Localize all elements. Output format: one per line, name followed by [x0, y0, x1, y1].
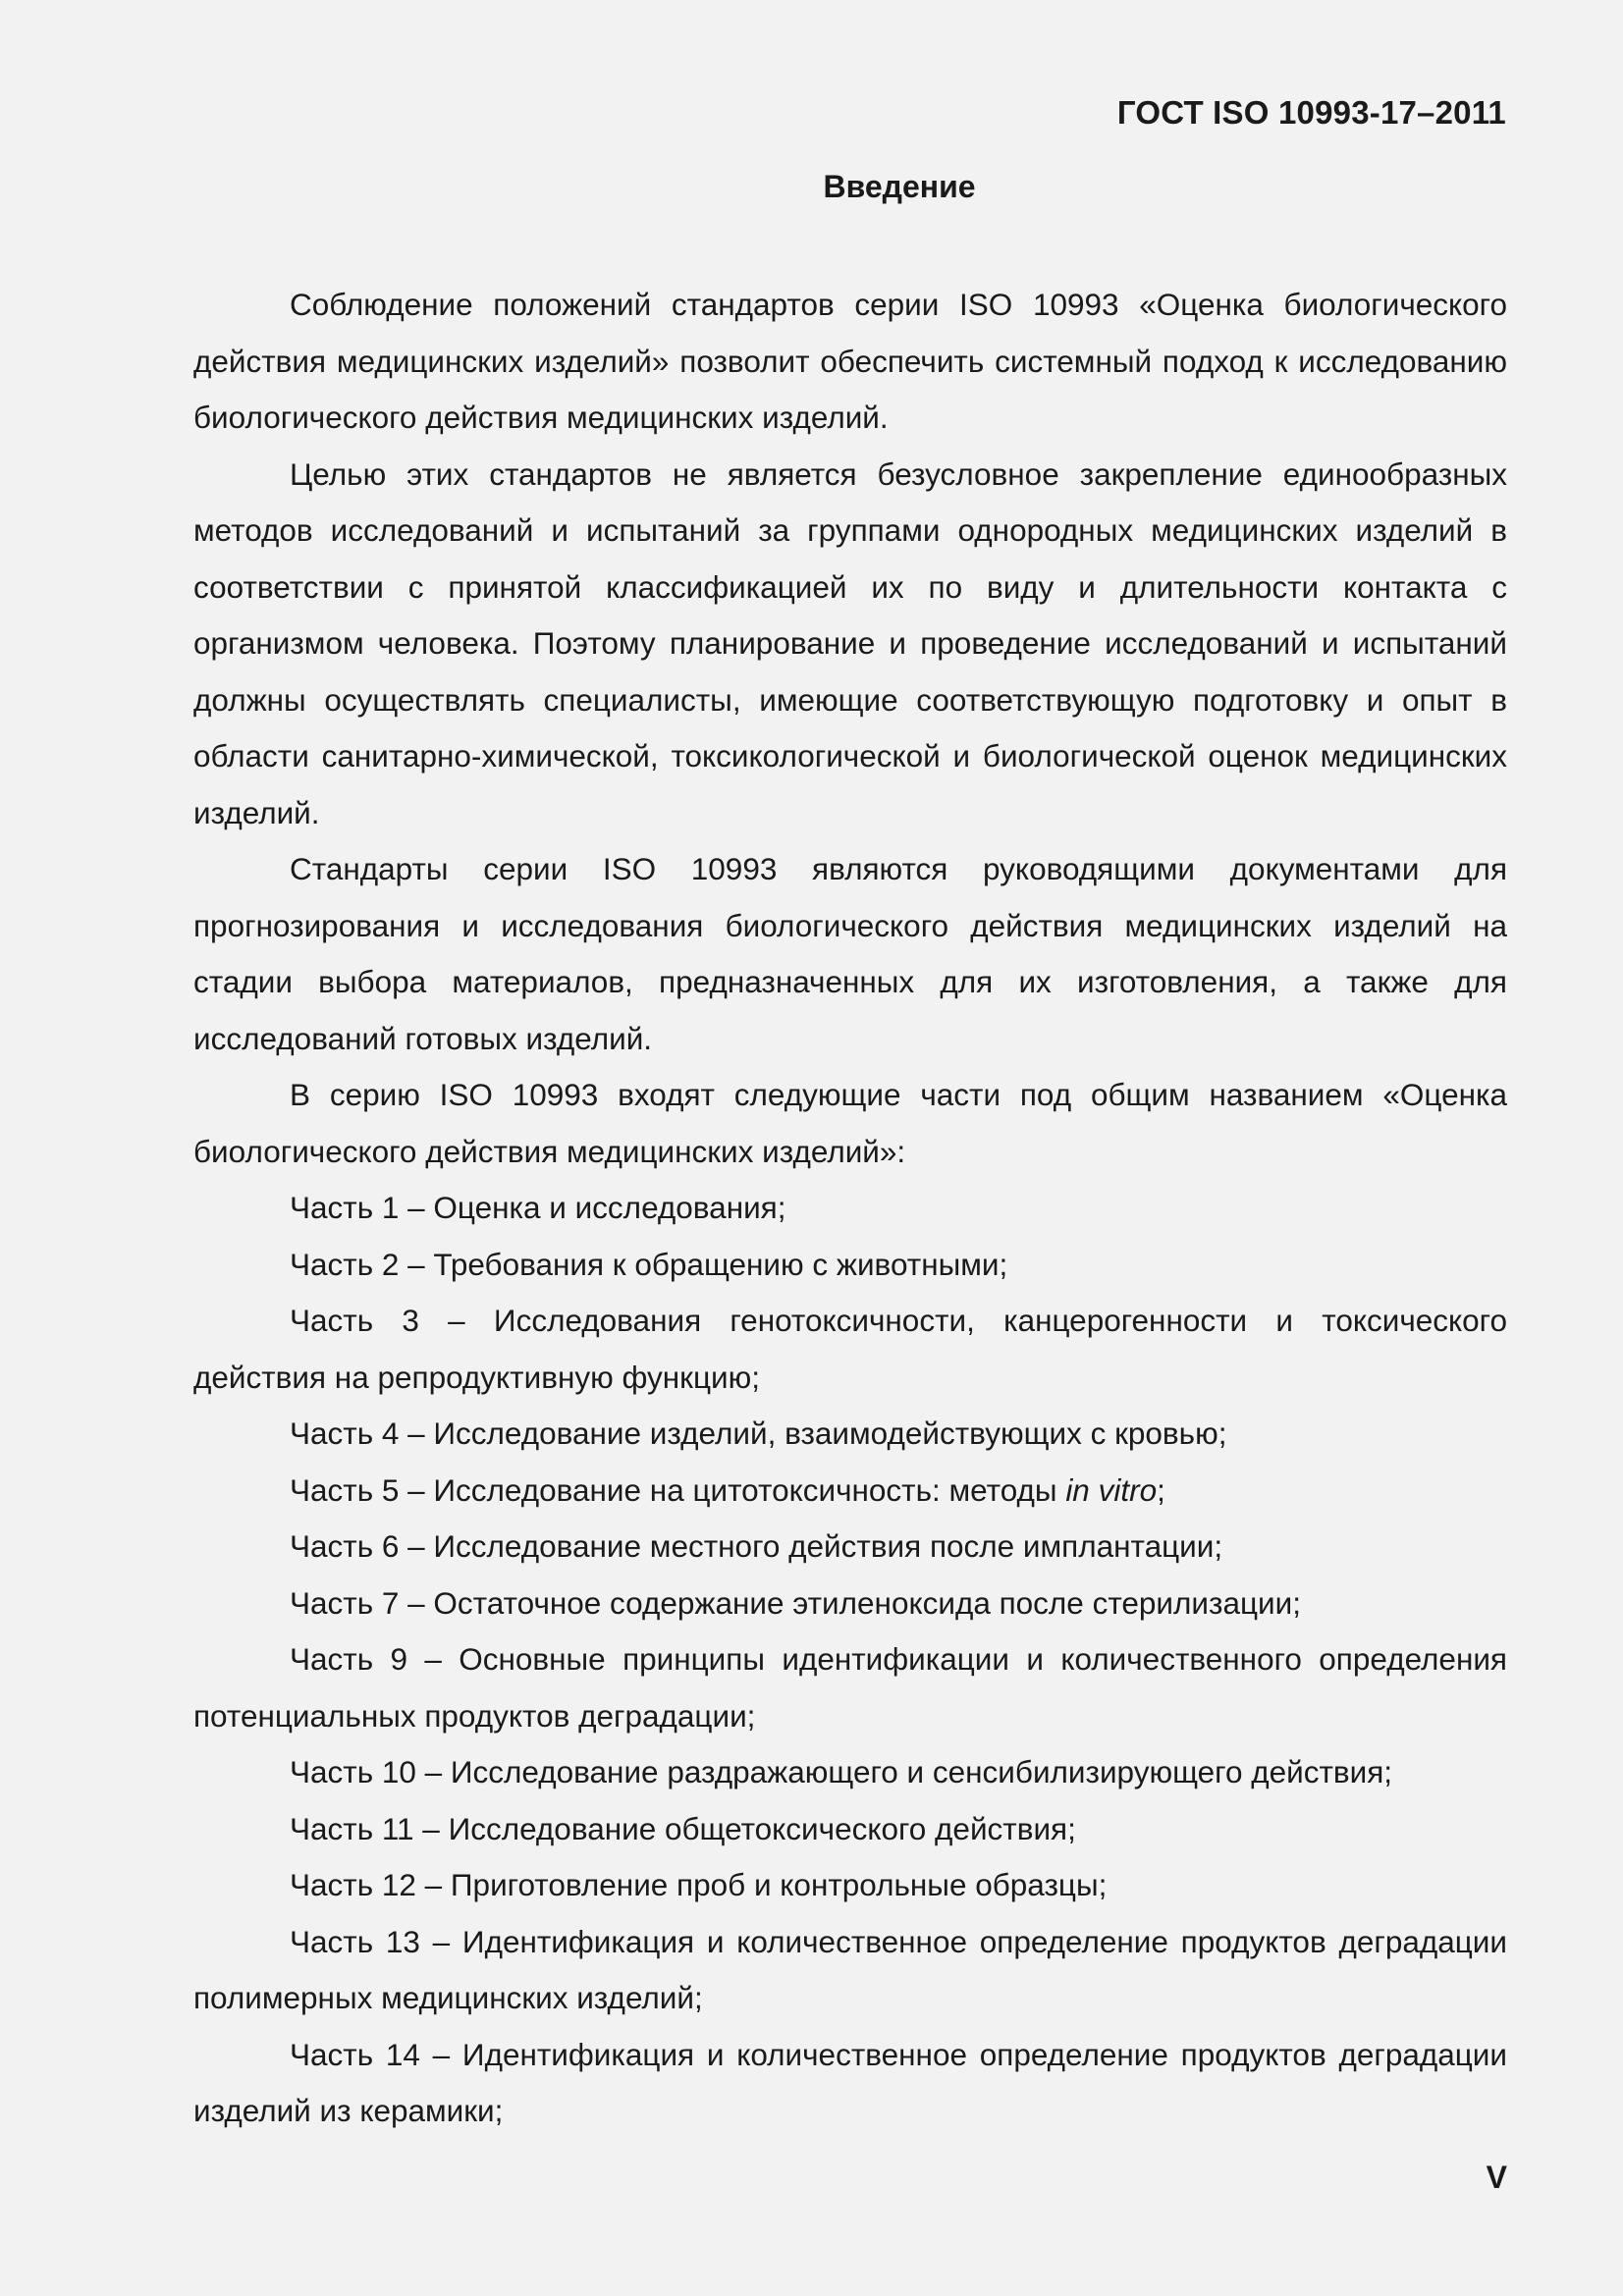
- paragraph: Целью этих стандартов не является безусловное закрепление единообразных методов исследований и испытаний за группами однородных медицинских изделий в соответствии с принятой классификацией их по виду и длительности контакта с организмом человека. Поэтому планирование и проведение исследований и испытаний должны осуществлять специалисты, имеющие соответствующую подготовку и опыт в области санитарно-химической, токсикологической и биологической оценок медицинских изделий.: [193, 455, 1507, 830]
- part-item: Часть 13 – Идентификация и количественное определение продуктов деградации полимерных медицинских изделий;: [193, 1923, 1507, 2015]
- part-item: Часть 2 – Требования к обращению с животными;: [290, 1246, 1008, 1282]
- paragraph: В серию ISO 10993 входят следующие части под общим названием «Оценка биологического действия медицинских изделий»:: [193, 1077, 1507, 1169]
- part-item: Часть 6 – Исследование местного действия после имплантации;: [290, 1528, 1223, 1564]
- part-item: [193, 1463, 1507, 1520]
- page-number: V: [1486, 2160, 1507, 2195]
- part-item: Часть 1 – Оценка и исследования;: [290, 1190, 786, 1225]
- part-item: Часть 12 – Приготовление проб и контрольные образцы;: [290, 1867, 1108, 1902]
- part-item: Часть 10 – Исследование раздражающего и сенсибилизирующего действия;: [290, 1754, 1393, 1789]
- part-item: Часть 3 – Исследования генотоксичности, канцерогенности и токсического действия на репродуктивную функцию;: [193, 1303, 1507, 1395]
- part-item: Часть 4 – Исследование изделий, взаимодействующих с кровью;: [290, 1415, 1227, 1451]
- part-text: Часть 5 – Исследование на цитотоксичность: методы: [290, 1471, 1066, 1508]
- part-text: ;: [1157, 1471, 1165, 1508]
- part-item: Часть 11 – Исследование общетоксического действия;: [290, 1810, 1076, 1846]
- part-item: Часть 9 – Основные принципы идентификации и количественного определения потенциальных продуктов деградации;: [193, 1641, 1507, 1734]
- part-item: Часть 14 – Идентификация и количественное определение продуктов деградации изделий из керамики;: [193, 2036, 1507, 2128]
- section-title: Введение: [823, 169, 976, 204]
- body-text: [193, 277, 1507, 2140]
- part-item: Часть 7 – Остаточное содержание этиленоксида после стерилизации;: [290, 1584, 1301, 1621]
- paragraph: Соблюдение положений стандартов серии ISO 10993 «Оценка биологического действия медицинских изделий» позволит обеспечить системный подход к исследованию биологического действия медицинских изделий.: [193, 287, 1507, 435]
- paragraph: Стандарты серии ISO 10993 являются руководящими документами для прогнозирования и исследования биологического действия медицинских изделий на стадии выбора материалов, предназначенных для их изготовления, а также для исследований готовых изделий.: [193, 851, 1507, 1056]
- document-code-header: ГОСТ ISO 10993-17–2011: [1116, 94, 1506, 131]
- italic-term: in vitro: [1065, 1471, 1158, 1508]
